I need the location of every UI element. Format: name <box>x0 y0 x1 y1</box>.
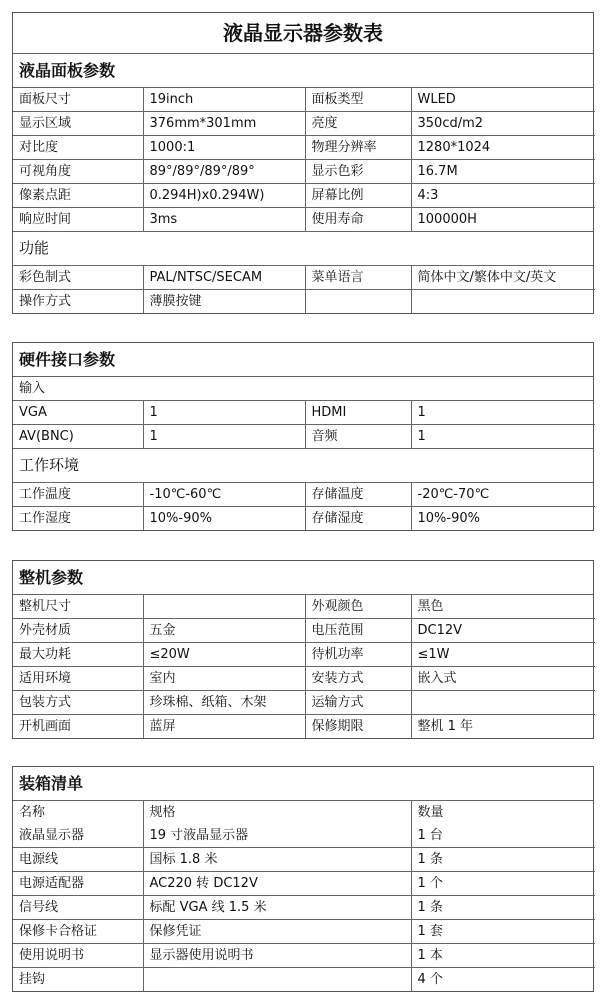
param-value: 1280*1024 <box>411 136 595 160</box>
param-value: 电源适配器 <box>13 872 143 896</box>
table-row <box>13 507 595 531</box>
table-row <box>13 896 595 920</box>
param-label: 显示区域 <box>13 112 143 136</box>
table-row <box>13 160 595 184</box>
param-label: 最大功耗 <box>13 643 143 667</box>
param-value: 100000H <box>411 208 595 232</box>
param-value: 350cd/m2 <box>411 112 595 136</box>
param-value: 挂钩 <box>13 968 143 992</box>
table-row <box>13 290 595 314</box>
table-row <box>13 136 595 160</box>
param-value: 376mm*301mm <box>143 112 305 136</box>
packing-header-row <box>13 801 595 824</box>
param-label: 使用寿命 <box>305 208 411 232</box>
param-label <box>305 290 411 314</box>
param-value: 标配 VGA 线 1.5 米 <box>143 896 411 920</box>
param-label: AV(BNC) <box>13 425 143 449</box>
param-label: 运输方式 <box>305 691 411 715</box>
param-value: 保修卡合格证 <box>13 920 143 944</box>
page-title: 液晶显示器参数表 <box>13 13 593 54</box>
param-value: DC12V <box>411 619 595 643</box>
param-value: 3ms <box>143 208 305 232</box>
param-value: -20℃-70℃ <box>411 483 595 507</box>
param-label: 像素点距 <box>13 184 143 208</box>
param-label: 对比度 <box>13 136 143 160</box>
param-value <box>143 595 305 619</box>
param-label: 菜单语言 <box>305 266 411 290</box>
input-label: 输入 <box>13 377 593 401</box>
param-value: 液晶显示器 <box>13 824 143 848</box>
hardware-section <box>12 342 594 531</box>
header-name: 名称 <box>13 801 143 824</box>
param-value: 使用说明书 <box>13 944 143 968</box>
packing-section <box>12 766 594 992</box>
param-value: 简体中文/繁体中文/英文 <box>411 266 595 290</box>
table-row <box>13 848 595 872</box>
param-label: 存储湿度 <box>305 507 411 531</box>
param-label: 保修期限 <box>305 715 411 739</box>
param-value <box>411 290 595 314</box>
param-value: 国标 1.8 米 <box>143 848 411 872</box>
param-value: 薄膜按键 <box>143 290 305 314</box>
interface-table <box>13 401 595 448</box>
param-value: 16.7M <box>411 160 595 184</box>
param-label: 屏幕比例 <box>305 184 411 208</box>
param-value: 1 套 <box>411 920 595 944</box>
table-row <box>13 595 595 619</box>
table-row <box>13 715 595 739</box>
param-value: 1000:1 <box>143 136 305 160</box>
param-value: 珍珠棉、纸箱、木架 <box>143 691 305 715</box>
param-value: ≤20W <box>143 643 305 667</box>
machine-table <box>13 595 595 738</box>
param-label: 外观颜色 <box>305 595 411 619</box>
param-value: 19 寸液晶显示器 <box>143 824 411 848</box>
table-row <box>13 483 595 507</box>
param-value: 1 条 <box>411 848 595 872</box>
panel-table <box>13 88 595 231</box>
param-value <box>143 968 411 992</box>
table-row <box>13 691 595 715</box>
param-label: 可视角度 <box>13 160 143 184</box>
table-row <box>13 208 595 232</box>
table-row <box>13 425 595 449</box>
environment-table <box>13 483 595 530</box>
packing-heading: 装箱清单 <box>13 767 593 801</box>
param-label: VGA <box>13 401 143 425</box>
panel-heading: 液晶面板参数 <box>13 54 593 88</box>
table-row <box>13 112 595 136</box>
param-label: 响应时间 <box>13 208 143 232</box>
param-value: 1 台 <box>411 824 595 848</box>
param-value: 嵌入式 <box>411 667 595 691</box>
param-label: 操作方式 <box>13 290 143 314</box>
param-value: 10%-90% <box>411 507 595 531</box>
param-label: 工作温度 <box>13 483 143 507</box>
param-label: 显示色彩 <box>305 160 411 184</box>
param-label: 物理分辨率 <box>305 136 411 160</box>
environment-heading: 工作环境 <box>13 448 593 483</box>
param-value: 蓝屏 <box>143 715 305 739</box>
table-row <box>13 643 595 667</box>
param-value <box>411 691 595 715</box>
table-row <box>13 872 595 896</box>
param-value: ≤1W <box>411 643 595 667</box>
param-value: 4:3 <box>411 184 595 208</box>
param-label: 工作湿度 <box>13 507 143 531</box>
param-label: 待机功率 <box>305 643 411 667</box>
param-label: 音频 <box>305 425 411 449</box>
param-label: HDMI <box>305 401 411 425</box>
param-value: 1 条 <box>411 896 595 920</box>
param-value: PAL/NTSC/SECAM <box>143 266 305 290</box>
hardware-heading: 硬件接口参数 <box>13 343 593 377</box>
param-value: WLED <box>411 88 595 112</box>
param-value: 室内 <box>143 667 305 691</box>
param-value: 五金 <box>143 619 305 643</box>
param-value: 1 本 <box>411 944 595 968</box>
param-value: 1 <box>411 401 595 425</box>
param-label: 亮度 <box>305 112 411 136</box>
param-label: 安装方式 <box>305 667 411 691</box>
param-label: 面板类型 <box>305 88 411 112</box>
param-value: 1 <box>143 401 305 425</box>
table-row <box>13 667 595 691</box>
table-row <box>13 88 595 112</box>
param-value: 整机 1 年 <box>411 715 595 739</box>
table-row <box>13 266 595 290</box>
param-label: 面板尺寸 <box>13 88 143 112</box>
param-value: 电源线 <box>13 848 143 872</box>
param-value: 19inch <box>143 88 305 112</box>
param-label: 适用环境 <box>13 667 143 691</box>
param-label: 整机尺寸 <box>13 595 143 619</box>
param-value: 1 <box>411 425 595 449</box>
table-row <box>13 619 595 643</box>
param-label: 电压范围 <box>305 619 411 643</box>
table-row <box>13 184 595 208</box>
param-value: 保修凭证 <box>143 920 411 944</box>
table-row <box>13 920 595 944</box>
param-value: 1 <box>143 425 305 449</box>
function-heading: 功能 <box>13 231 593 266</box>
table-row <box>13 824 595 848</box>
machine-section <box>12 560 594 739</box>
param-value: 89°/89°/89°/89° <box>143 160 305 184</box>
header-qty: 数量 <box>411 801 595 824</box>
panel-section <box>12 12 594 314</box>
param-label: 外壳材质 <box>13 619 143 643</box>
packing-table <box>13 801 595 991</box>
param-value: 1 个 <box>411 872 595 896</box>
param-label: 开机画面 <box>13 715 143 739</box>
table-row <box>13 401 595 425</box>
param-value: 黑色 <box>411 595 595 619</box>
param-value: 0.294H)x0.294W) <box>143 184 305 208</box>
param-value: -10℃-60℃ <box>143 483 305 507</box>
param-value: 信号线 <box>13 896 143 920</box>
param-value: 4 个 <box>411 968 595 992</box>
param-value: 显示器使用说明书 <box>143 944 411 968</box>
param-label: 存储温度 <box>305 483 411 507</box>
table-row <box>13 968 595 992</box>
param-value: 10%-90% <box>143 507 305 531</box>
param-value: AC220 转 DC12V <box>143 872 411 896</box>
function-table <box>13 266 595 313</box>
param-label: 彩色制式 <box>13 266 143 290</box>
table-row <box>13 944 595 968</box>
header-spec: 规格 <box>143 801 411 824</box>
machine-heading: 整机参数 <box>13 561 593 595</box>
param-label: 包装方式 <box>13 691 143 715</box>
